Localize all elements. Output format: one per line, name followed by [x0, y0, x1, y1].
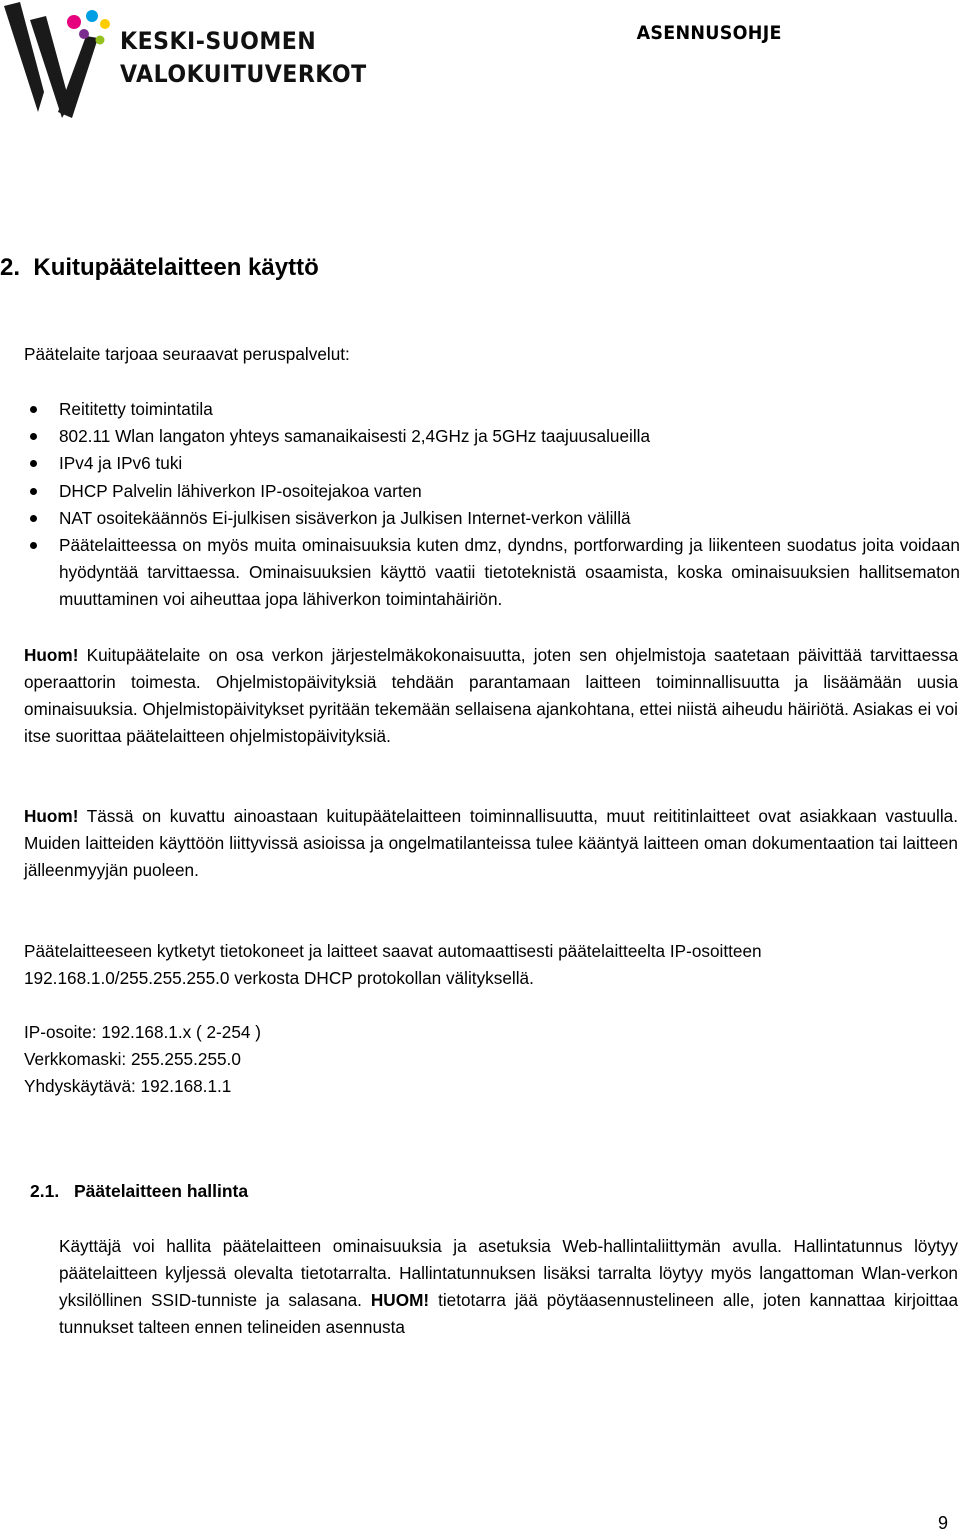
company-logo [0, 0, 367, 125]
list-item: DHCP Palvelin lähiverkon IP-osoitejakoa varten [30, 478, 960, 505]
page-number: 9 [937, 1513, 948, 1533]
note-text: Kuitupäätelaite on osa verkon järjestelmäkokonaisuutta, joten sen ohjelmistoja saatetaan päivittää tarvittaessa operaattorin toimesta. Ohjelmistopäivityksiä tehdään parantamaan laitteen toiminnallisuutta ja lisäämään uusia ominaisuuksia. Ohjelmistopäivitykset pyritään tekemään sellaisena ajankohtana, ettei niistä aiheudu häiriötä. Asiakas ei voi itse suorittaa päätelaitteen ohjelmistopäivityksiä. [24, 645, 958, 746]
ip-address: IP-osoite: 192.168.1.x ( 2-254 ) [24, 1022, 261, 1042]
logo-dot-green [96, 36, 105, 45]
dhcp-paragraph: Päätelaitteeseen kytketyt tietokoneet ja laitteet saavat automaattisesti päätelaitteelta IP-osoitteen 192.168.1.0/255.255.255.0 verkosta DHCP protokollan välityksellä. [24, 941, 762, 988]
gateway: Yhdyskäytävä: 192.168.1.1 [24, 1076, 232, 1096]
logo-dot-yellow [100, 19, 110, 29]
document-type: ASENNUSOHJE [636, 22, 782, 44]
section-heading [0, 254, 319, 282]
logo-dot-pink [67, 15, 81, 29]
subsection-heading [30, 1181, 248, 1202]
note-paragraph-1 [24, 642, 958, 750]
logo-dot-blue [86, 10, 98, 22]
subsection-title: Päätelaitteen hallinta [74, 1181, 249, 1201]
management-paragraph [59, 1233, 958, 1341]
note-label: Huom! [24, 806, 79, 826]
management-text: Käyttäjä voi hallita päätelaitteen ominaisuuksia ja asetuksia Web-hallintaliittymän avulla. Hallintatunnus löytyy päätelaitteen kyljessä olevalta tietotarralta. Hallintatunnuksen lisäksi tarralta löytyy myös langattoman Wlan-verkon yksilöllinen SSID-tunniste ja salasana. [59, 1236, 958, 1310]
management-text-end: tietotarra jää pöytäasennustelineen alle, joten kannattaa kirjoittaa tunnukset talteen ennen telineiden asennusta [59, 1290, 958, 1337]
section-title: Kuitupäätelaitteen käyttö [33, 254, 319, 281]
logo-dot-purple [79, 29, 89, 39]
services-list [30, 396, 960, 614]
note-text: Tässä on kuvattu ainoastaan kuitupäätelaitteen toiminnallisuutta, muut reititinlaitteet ovat asiakkaan vastuulla. Muiden laitteiden käyttöön liittyvissä asioissa ja ongelmatilanteissa tulee kääntyä laitteen oman dokumentaation tai laitteen jälleenmyyjän puoleen. [24, 806, 958, 880]
logo-mark-icon [0, 0, 120, 125]
subsection-number: 2.1. [30, 1181, 60, 1201]
list-item: IPv4 ja IPv6 tuki [30, 450, 960, 477]
logo-line-2: VALOKUITUVERKOT [120, 60, 367, 88]
list-item: Reititetty toimintatila [30, 396, 960, 423]
network-settings [24, 1019, 261, 1100]
logo-line-1: KESKI-SUOMEN [120, 27, 317, 55]
list-item: 802.11 Wlan langaton yhteys samanaikaisesti 2,4GHz ja 5GHz taajuusalueilla [30, 423, 960, 450]
netmask: Verkkomaski: 255.255.255.0 [24, 1049, 241, 1069]
list-item: Päätelaitteessa on myös muita ominaisuuksia kuten dmz, dyndns, portforwarding ja liikenteen suodatus joita voidaan hyödyntää tarvittaessa. Ominaisuuksien käyttö vaatii tietoteknistä osaamista, koska ominaisuuksien hallitsematon muuttaminen voi aiheuttaa jopa lähiverkon toimintahäiriön. [30, 532, 960, 614]
huom-label: HUOM! [370, 1290, 430, 1310]
section-number: 2. [0, 254, 21, 281]
intro-paragraph: Päätelaite tarjoaa seuraavat peruspalvelut: [24, 344, 350, 364]
note-paragraph-2 [24, 803, 958, 884]
note-label: Huom! [24, 645, 79, 665]
list-item: NAT osoitekäännös Ei-julkisen sisäverkon ja Julkisen Internet-verkon välillä [30, 505, 960, 532]
